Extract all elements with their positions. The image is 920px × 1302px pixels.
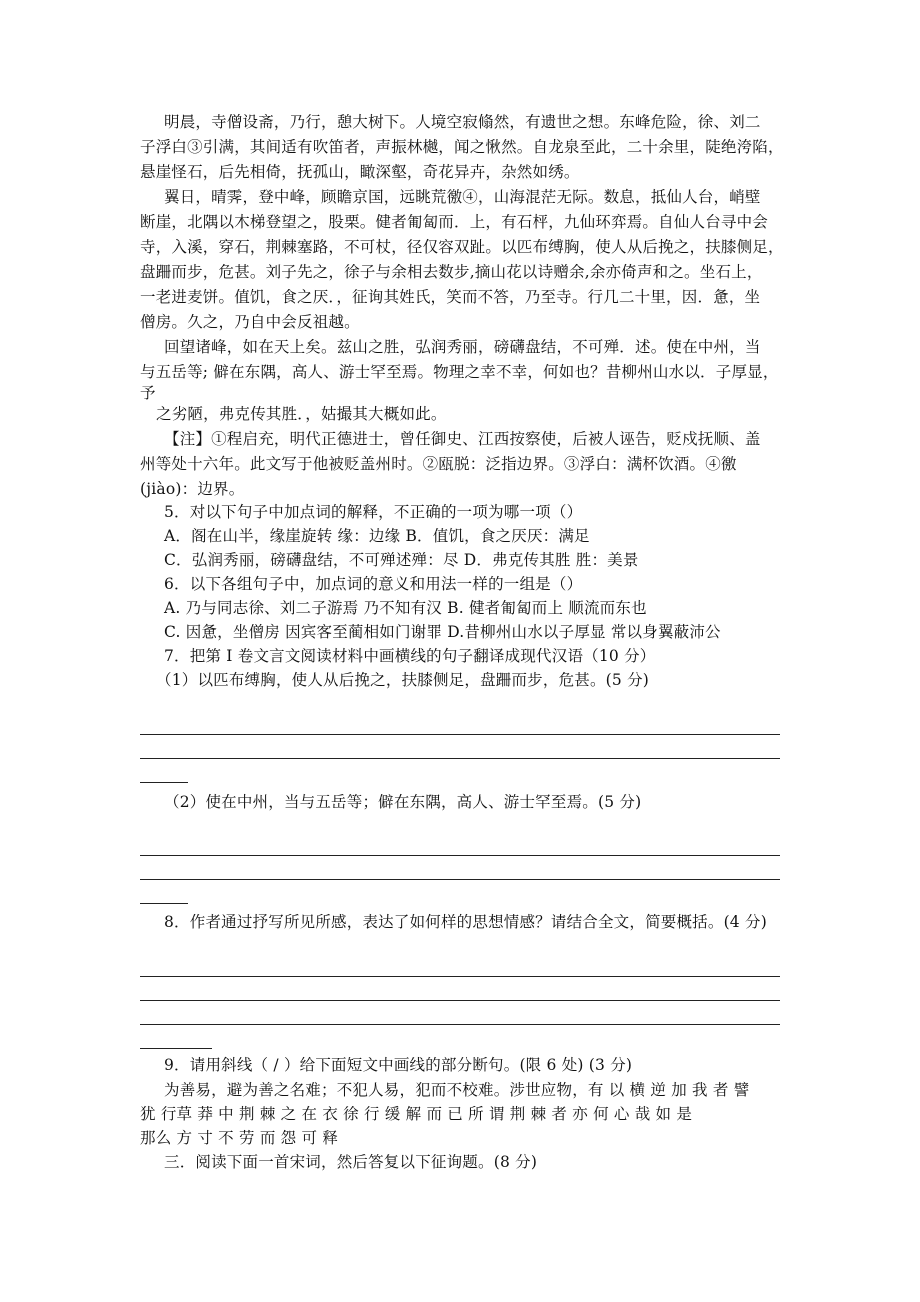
answer-line-end[interactable] [140,1048,212,1049]
answer-line[interactable] [140,1024,780,1025]
q7-sub1: （1）以匹布缚胸，使人从后挽之，扶膝侧足，盘跚而步，危甚。(5 分) [156,671,650,689]
answer-line[interactable] [140,758,780,759]
q6-stem: 6．以下各组句子中，加点词的意义和用法一样的一组是（） [164,575,583,593]
answer-line-end[interactable] [140,903,188,904]
passage-p1-line-2: 子浮白③引满，其间适有吹笛者，声振林樾，闻之愀然。自龙泉至此，二十余里，陡绝洿陷， [140,138,784,156]
q9-text-line-3: 那么 方 寸 不 劳 而 怨 可 释 [140,1129,339,1147]
passage-p1-line-3: 悬崖怪石，后先相倚，抚孤山，瞰深壑，奇花异卉，杂然如绣。 [140,163,580,181]
q9-stem: 9．请用斜线（ / ）给下面短文中画线的部分断句。(限 6 处) (3 分) [164,1056,633,1074]
q7-sub2: （2）使在中州，当与五岳等；僻在东隅，高人、游士罕至焉。(5 分) [164,793,642,811]
q5-options-cd: C．弘润秀丽，磅礴盘结，不可殚述殚：尽 D．弗克传其胜 胜：美景 [164,551,639,569]
q7-stem: 7．把第 I 卷文言文阅读材料中画横线的句子翻译成现代汉语（10 分） [164,647,656,665]
answer-line[interactable] [140,734,780,735]
q6-options-cd: C. 因惫，坐僧房 因宾客至蔺相如门谢罪 D.昔柳州山水以子厚显 常以身翼蔽沛公 [164,623,721,641]
answer-line[interactable] [140,1000,780,1001]
q6-options-ab: A. 乃与同志徐、刘二子游焉 乃不知有汉 B. 健者匍匐而上 顺流而东也 [164,599,647,617]
passage-p3-line-2: 与五岳等; 僻在东隅，高人、游士罕至焉。物理之幸不幸，何如也？昔柳州山水以．子厚显， [140,363,779,381]
passage-p1-line-1: 明晨，寺僧设斋，乃行，憩大树下。人境空寂翛然，有遗世之想。东峰危险，徐、刘二 [164,113,761,131]
answer-line[interactable] [140,976,780,977]
q5-stem: 5．对以下句子中加点词的解释，不正确的一项为哪一项（） [164,503,583,521]
q9-text-line-2: 犹 行草 莽 中 荆 棘 之 在 衣 徐 行 缓 解 而 已 所 谓 荆 棘 者 亦 何 心 哉 如 是 [140,1105,693,1123]
q5-options-ab: A．阁在山半，缘崖旋转 缘：边缘 B．值饥，食之厌厌：满足 [164,527,590,545]
note-line-3: (jiào)：边界。 [140,480,245,498]
note-line-2: 州等处十六年。此文写于他被贬盖州时。②瓯脱：泛指边界。③浮白：满杯饮酒。④徼 [140,455,737,473]
passage-p3-line-1: 回望诸峰，如在天上矣。兹山之胜，弘润秀丽，磅礴盘结，不可殚．述。使在中州，当 [164,338,761,356]
passage-p3-line-4: 之劣陋，弗克传其胜．，姑撮其大概如此。 [156,405,447,423]
answer-line[interactable] [140,855,780,856]
section-3-heading: 三．阅读下面一首宋词，然后答复以下征询题。(8 分) [164,1153,538,1171]
answer-line[interactable] [140,879,780,880]
passage-p2-line-4: 盘跚而步，危甚。刘子先之，徐子与余相去数步,摘山花以诗赠余,余亦倚声和之。坐石上， [140,263,763,281]
q9-text-line-1: 为善易，避为善之名难；不犯人易，犯而不校难。涉世应物，有 以 横 逆 加 我 者 譬 [164,1081,750,1099]
passage-p3-line-3: 予 [140,384,156,402]
passage-p2-line-2: 断崖，北隅以木梯登望之，股栗。健者匍匐而．上，有石枰，九仙环弈焉。自仙人台寻中会 [140,213,769,231]
passage-p2-line-6: 僧房。久之，乃自中会反祖越。 [140,313,360,331]
passage-p2-line-5: 一老进麦饼。值饥，食之厌．，征询其姓氏，笑而不答，乃至寺。行几二十里，因．惫，坐 [140,288,761,306]
passage-p2-line-1: 翼日，晴霁，登中峰，顾瞻京国，远眺荒徼④，山海混茫无际。数息，抵仙人台，峭壁 [164,188,761,206]
passage-p2-line-3: 寺，入溪，穿石，荆棘塞路，不可杖，径仅容双趾。以匹布缚胸，使人从后挽之，扶膝侧足， [140,238,784,256]
answer-line-end[interactable] [140,782,188,783]
note-line-1: 【注】①程启充，明代正德进士，曾任御史、江西按察使，后被人诬告，贬戍抚顺、盖 [164,430,761,448]
q8-stem: 8．作者通过抒写所见所感，表达了如何样的思想情感？请结合全文，简要概括。(4 分) [164,913,767,931]
